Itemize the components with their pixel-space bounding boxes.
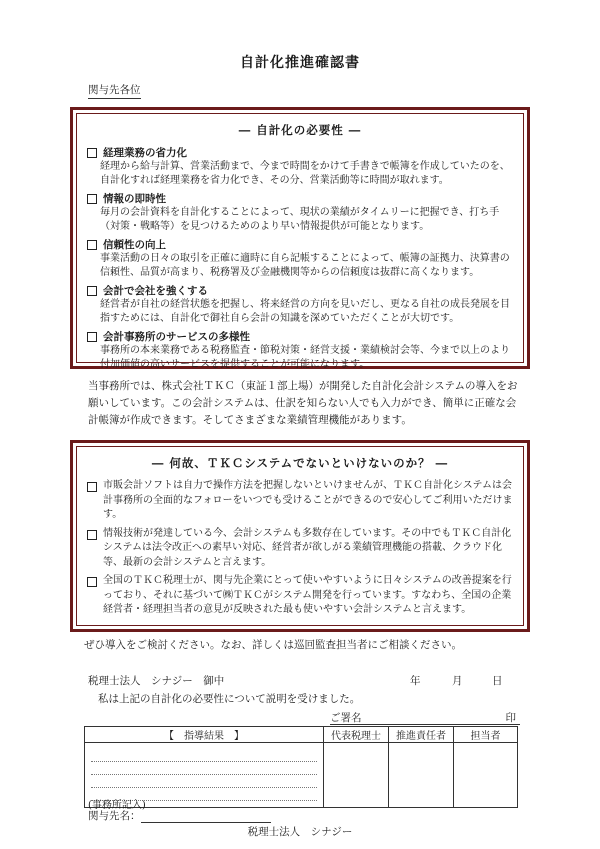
- footer-office: 税理士法人 シナジー: [247, 826, 353, 838]
- checkbox[interactable]: [87, 530, 97, 540]
- reason-item: [87, 527, 513, 571]
- necessity-section: [87, 330, 513, 372]
- client-name-label: 関与先名：: [88, 810, 141, 822]
- section-heading: 会計事務所のサービスの多様性: [103, 331, 250, 343]
- date-month: 月: [452, 675, 463, 687]
- section-body: 事務所の本来業務である税務監査・節税対策・経営支援・業績検討会等、今まで以上のより付加価値の高いサービスを提供することが可能になります。: [100, 345, 510, 370]
- necessity-section: [87, 192, 513, 234]
- closing-text: ぜひ導入をご検討ください。なお、詳しくは巡回監査担当者にご相談ください。: [84, 639, 462, 651]
- checkbox[interactable]: [87, 194, 97, 204]
- intro-paragraph: 当事務所では、株式会社ＴＫＣ（東証１部上場）が開発した自計化会計システムの導入をお願いしています。この会計システムは、仕訳を知らない人でも入力ができ、簡単に正確な会計帳簿が作成できます。そしてさまざまな業績管理機能があります。: [88, 380, 518, 426]
- representative-stamp-cell[interactable]: [324, 743, 389, 808]
- section-body: 経営者が自社の経営状態を把握し、将来経営の方向を見いだし、更なる自社の成長発展を目指すためには、自計化で御社自ら会計の知識を深めていただくことが大切です。: [100, 299, 510, 324]
- client-name-line[interactable]: [88, 808, 271, 823]
- approval-table: [84, 726, 518, 808]
- necessity-title: ― 自計化の必要性 ―: [238, 123, 362, 137]
- checkbox[interactable]: [87, 240, 97, 250]
- document-title: 自計化推進確認書: [240, 55, 360, 71]
- col-promoter: 推進責任者: [389, 727, 454, 743]
- section-heading: 信頼性の向上: [103, 239, 166, 251]
- section-heading: 経理業務の省力化: [103, 147, 187, 159]
- checkbox[interactable]: [87, 577, 97, 587]
- col-staff: 担当者: [454, 727, 518, 743]
- reason-text: 情報技術が発達している今、会計システムも多数存在しています。その中でもＴＫＣ自計化システムは法令改正への素早い対応、経営者が欲しがる業績管理機能の搭載、クラウド化等、最新の会計システムと言えます。: [103, 527, 512, 568]
- tkc-reason-title: ― 何故、ＴＫＣシステムでないといけないのか？ ―: [151, 456, 449, 470]
- section-body: 毎月の会計資料を自計化することによって、現状の業績がタイムリーに把握でき、打ち手（対策・戦略等）を見つけるためのより早い情報提供が可能となります。: [100, 207, 500, 232]
- necessity-frame: [70, 107, 530, 369]
- client-name-field[interactable]: [141, 822, 271, 823]
- tkc-reason-frame: [70, 440, 530, 632]
- staff-stamp-cell[interactable]: [454, 743, 518, 808]
- promoter-stamp-cell[interactable]: [389, 743, 454, 808]
- reason-item: [87, 479, 513, 523]
- section-heading: 会計で会社を強くする: [103, 285, 208, 297]
- checkbox[interactable]: [87, 148, 97, 158]
- office-note: (事務所記入): [88, 800, 146, 811]
- signature-line[interactable]: [330, 710, 520, 725]
- necessity-section: [87, 238, 513, 280]
- reason-text: 市販会計ソフトは自力で操作方法を把握しないといけませんが、ＴＫＣ自計化システムは会計事務所の全面的なフォローをいつでも受けることができるので安心してご利用いただけます。: [103, 480, 513, 520]
- section-body: 事業活動の日々の取引を正確に適時に自ら記帳することによって、帳簿の証拠力、決算書の信頼性、品質が高まり、税務署及び金融機関等からの信頼度は抜群に高くなります。: [100, 253, 510, 278]
- checkbox[interactable]: [87, 332, 97, 342]
- col-representative: 代表税理士: [324, 727, 389, 743]
- section-body: 経理から給与計算、営業活動まで、今まで時間をかけて手書きで帳簿を作成していたのを、自計化すれば経理業務を省力化でき、その分、営業活動等に時間が取れます。: [100, 161, 510, 186]
- addressee: 関与先各位: [88, 82, 141, 99]
- checkbox[interactable]: [87, 482, 97, 492]
- date-day: 日: [492, 675, 503, 687]
- necessity-section: [87, 146, 513, 188]
- seal-mark: 印: [505, 712, 516, 724]
- signature-label: ご署名: [330, 712, 362, 724]
- reason-text: 全国のＴＫＣ税理士が、関与先企業にとって使いやすいように日々システムの改善提案を行っており、それに基づいて㈱ＴＫＣがシステム開発を行っています。すなわち、全国の企業経営者・経理担当者の意見が反映された最も使いやすい会計システムと言えます。: [103, 575, 512, 615]
- date-year: 年: [410, 675, 421, 687]
- necessity-section: [87, 284, 513, 326]
- guidance-header: 【 指導結果 】: [85, 727, 324, 743]
- office-name: 税理士法人 シナジー 御中: [88, 675, 225, 687]
- checkbox[interactable]: [87, 286, 97, 296]
- section-heading: 情報の即時性: [103, 193, 166, 205]
- reason-item: [87, 574, 513, 618]
- acknowledgement-text: 私は上記の自計化の必要性について説明を受けました。: [98, 693, 361, 705]
